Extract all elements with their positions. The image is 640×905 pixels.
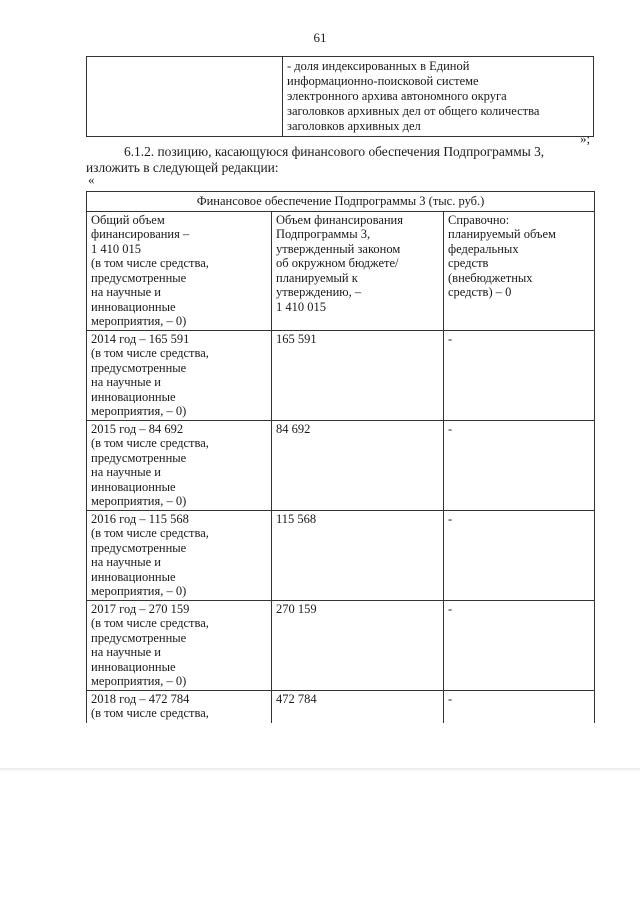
row-total: 2014 год – 165 591 (в том числе средства, предусмотренные на научные и инновационные мероприятия, – 0) <box>87 330 272 420</box>
row-federal: - <box>444 330 595 420</box>
row-federal: - <box>444 510 595 600</box>
header-federal: Справочно: планируемый объем федеральных средств (внебюджетных средств) – 0 <box>444 211 595 330</box>
row-budget: 270 159 <box>272 600 444 690</box>
table-row <box>87 510 595 600</box>
table-row <box>87 420 595 510</box>
closing-quote: »; <box>580 131 591 146</box>
table-row <box>87 600 595 690</box>
opening-quote: « <box>88 172 95 187</box>
row-total: 2017 год – 270 159 (в том числе средства, предусмотренные на научные и инновационные мероприятия, – 0) <box>87 600 272 690</box>
row-budget: 165 591 <box>272 330 444 420</box>
row-budget: 84 692 <box>272 420 444 510</box>
table-title: Финансовое обеспечение Подпрограммы 3 (тыс. руб.) <box>87 192 595 212</box>
scan-edge <box>0 768 640 772</box>
indicator-table <box>86 56 594 137</box>
row-federal: - <box>444 600 595 690</box>
financing-table <box>86 191 595 723</box>
row-budget: 115 568 <box>272 510 444 600</box>
header-budget: Объем финансирования Подпрограммы 3, утвержденный законом об окружном бюджете/ планируемый к утверждению, – 1 410 015 <box>272 211 444 330</box>
table-row <box>87 330 595 420</box>
row-federal: - <box>444 690 595 723</box>
table-row <box>87 57 594 137</box>
empty-cell <box>87 57 283 137</box>
row-federal: - <box>444 420 595 510</box>
table-header-row <box>87 211 595 330</box>
indicator-cell: - доля индексированных в Единой информационно-поисковой системе электронного архива автономного округа заголовков архивных дел от общего количества заголовков архивных дел <box>283 57 594 137</box>
row-total: 2015 год – 84 692 (в том числе средства, предусмотренные на научные и инновационные мероприятия, – 0) <box>87 420 272 510</box>
table-row <box>87 690 595 723</box>
paragraph-line-2: изложить в следующей редакции: <box>86 160 279 175</box>
table-title-row <box>87 192 595 212</box>
paragraph-line-1: 6.1.2. позицию, касающуюся финансового обеспечения Подпрограммы 3, <box>124 144 545 159</box>
row-budget: 472 784 <box>272 690 444 723</box>
row-total: 2018 год – 472 784 (в том числе средства, <box>87 690 272 723</box>
row-total: 2016 год – 115 568 (в том числе средства, предусмотренные на научные и инновационные мероприятия, – 0) <box>87 510 272 600</box>
page-number: 61 <box>313 30 327 45</box>
amendment-paragraph <box>86 144 594 176</box>
header-total: Общий объем финансирования – 1 410 015 (в том числе средства, предусмотренные на научные и инновационные мероприятия, – 0) <box>87 211 272 330</box>
